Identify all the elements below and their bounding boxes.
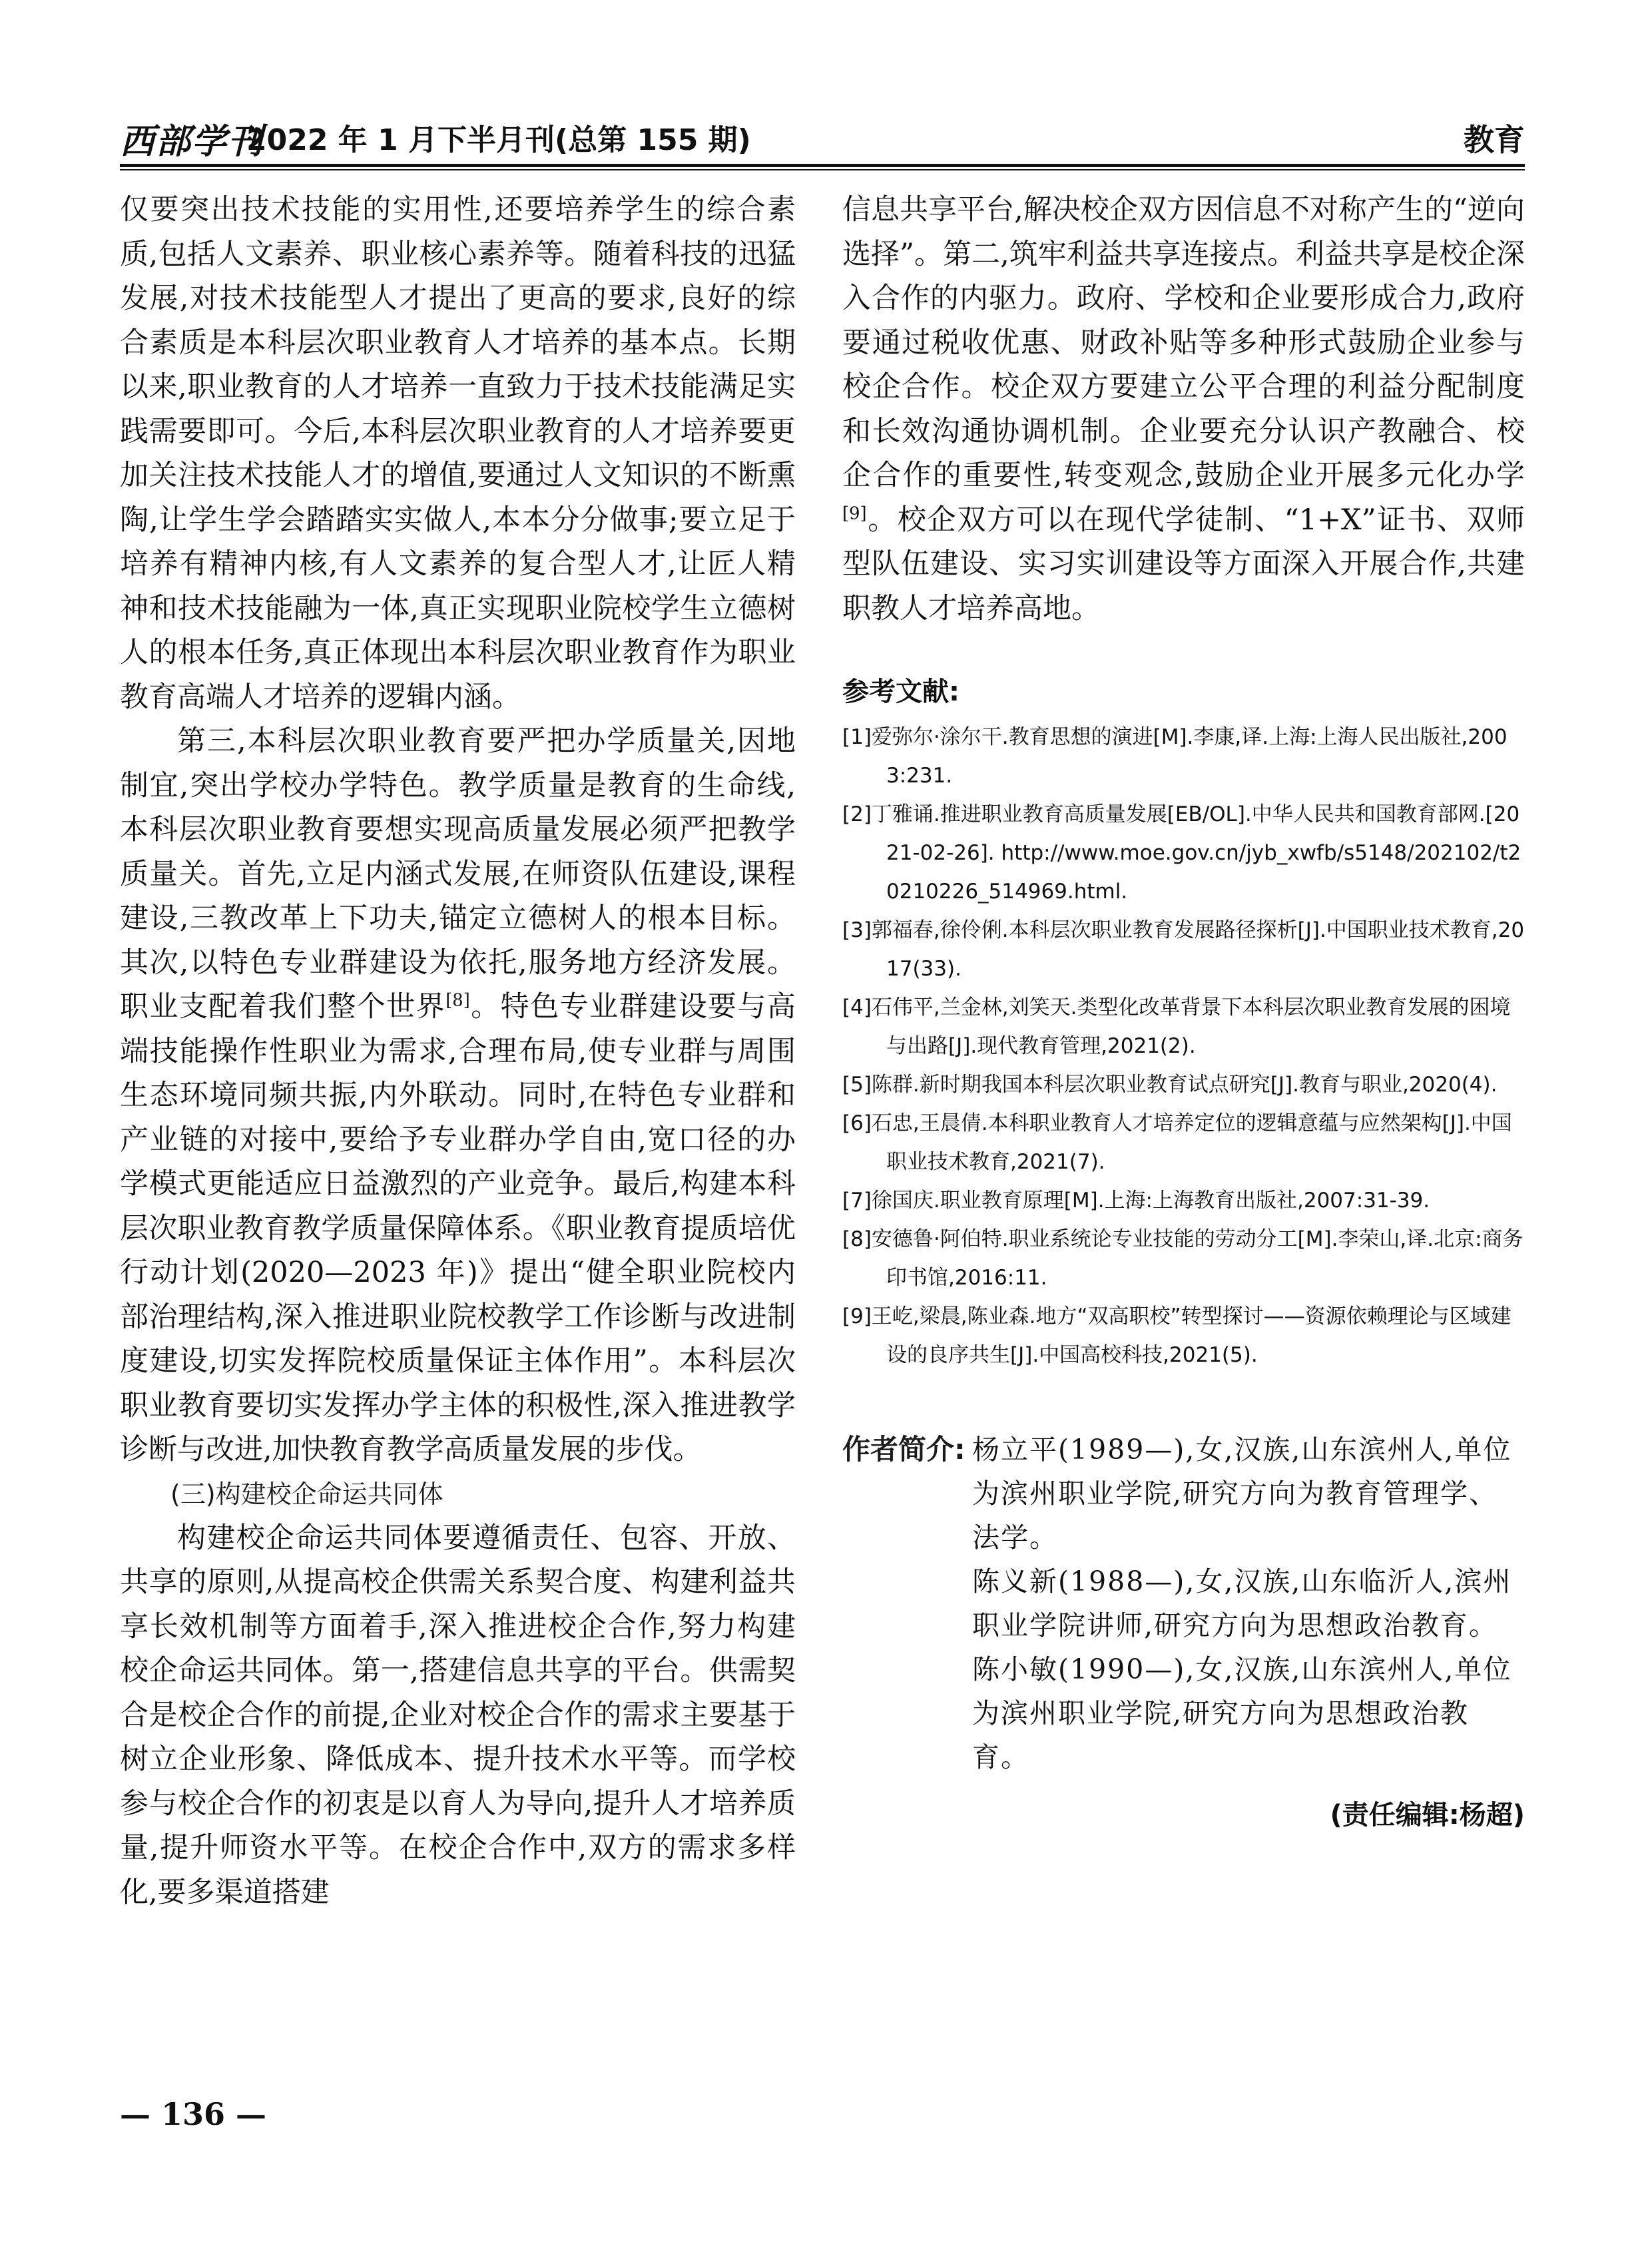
paragraph-text: 。校企双方可以在现代学徒制、“1+X”证书、双师型队伍建设、实习实训建设等方面深入开展合作,共建职教人才培养高地。 bbox=[842, 503, 1525, 625]
header-rule bbox=[120, 164, 1525, 167]
responsible-editor: (责任编辑:杨超) bbox=[1330, 1800, 1525, 1830]
paragraph bbox=[120, 719, 796, 1472]
reference-item: [5]陈群.新时期我国本科层次职业教育试点研究[J].教育与职业,2020(4). bbox=[842, 1073, 1498, 1097]
journal-logo: 西部学刊 bbox=[120, 121, 264, 162]
reference-item: [4]石伟平,兰金林,刘笑天.类型化改革背景下本科层次职业教育发展的困境与出路[J].现代教育管理,2021(2). bbox=[842, 995, 1511, 1058]
running-header bbox=[120, 112, 1525, 164]
author-entry: 陈小敏(1990—),女,汉族,山东滨州人,单位为滨州职业学院,研究方向为思想政治教育。 bbox=[972, 1653, 1512, 1773]
header-rule-thin bbox=[120, 169, 1525, 170]
page-number: — 136 — bbox=[120, 2096, 267, 2132]
references-title: 参考文献: bbox=[842, 677, 960, 707]
right-column bbox=[842, 188, 1525, 1832]
citation-mark: [9] bbox=[842, 503, 867, 524]
citation-mark: [8] bbox=[445, 990, 470, 1011]
section-label: 教育 bbox=[1464, 122, 1525, 158]
author-bio bbox=[842, 1428, 1525, 1779]
paragraph: 构建校企命运共同体要遵循责任、包容、开放、共享的原则,从提高校企供需关系契合度、构建利益共享长效机制等方面着手,深入推进校企合作,努力构建校企命运共同体。第一,搭建信息共享的平台。供需契合是校企合作的前提,企业对校企合作的需求主要基于树立企业形象、降低成本、提升技术水平等。而学校参与校企合作的初衷是以育人为导向,提升人才培养质量,提升师资水平等。在校企合作中,双方的需求多样化,要多渠道搭建 bbox=[120, 1521, 796, 1909]
reference-item: [2]丁雅诵.推进职业教育高质量发展[EB/OL].中华人民共和国教育部网.[2021-02-26]. http://www.moe.gov.cn/jyb_xwfb/s5148/202102/t20210226_514969.html. bbox=[842, 802, 1521, 904]
paragraph: 仅要突出技术技能的实用性,还要培养学生的综合素质,包括人文素养、职业核心素养等。随着科技的迅猛发展,对技术技能型人才提出了更高的要求,良好的综合素质是本科层次职业教育人才培养的基本点。长期以来,职业教育的人才培养一直致力于技术技能满足实践需要即可。今后,本科层次职业教育的人才培养要更加关注技术技能人才的增值,要通过人文知识的不断熏陶,让学生学会踏踏实实做人,本本分分做事;要立足于培养有精神内核,有人文素养的复合型人才,让匠人精神和技术技能融为一体,真正实现职业院校学生立德树人的根本任务,真正体现出本科层次职业教育作为职业教育高端人才培养的逻辑内涵。 bbox=[120, 193, 796, 714]
reference-item: [8]安德鲁·阿伯特.职业系统论专业技能的劳动分工[M].李荣山,译.北京:商务印书馆,2016:11. bbox=[842, 1227, 1523, 1290]
author-entry: 陈义新(1988—),女,汉族,山东临沂人,滨州职业学院讲师,研究方向为思想政治教育。 bbox=[972, 1565, 1512, 1641]
paragraph-text: 信息共享平台,解决校企双方因信息不对称产生的“逆向选择”。第二,筑牢利益共享连接点。利益共享是校企深入合作的内驱力。政府、学校和企业要形成合力,政府要通过税收优惠、财政补贴等多种形式鼓励企业参与校企合作。校企双方要建立公平合理的利益分配制度和长效沟通协调机制。企业要充分认识产教融合、校企合作的重要性,转变观念,鼓励企业开展多元化办学 bbox=[842, 193, 1525, 492]
issue-info: 2022 年 1 月下半月刊(总第 155 期) bbox=[246, 123, 751, 157]
reference-item: [6]石忠,王晨倩.本科职业教育人才培养定位的逻辑意蕴与应然架构[J].中国职业技术教育,2021(7). bbox=[842, 1111, 1512, 1174]
reference-item: [3]郭福春,徐伶俐.本科层次职业教育发展路径探析[J].中国职业技术教育,2017(33). bbox=[842, 918, 1525, 981]
author-bio-label: 作者简介: bbox=[842, 1433, 965, 1466]
author-entry: 杨立平(1989—),女,汉族,山东滨州人,单位为滨州职业学院,研究方向为教育管理学、法学。 bbox=[972, 1434, 1512, 1553]
paragraph-text: 。特色专业群建设要与高端技能操作性职业为需求,合理布局,使专业群与周围生态环境同频共振,内外联动。同时,在特色专业群和产业链的对接中,要给予专业群办学自由,宽口径的办学模式更能适应日益激烈的产业竞争。最后,构建本科层次职业教育教学质量保障体系。《职业教育提质培优行动计划(2020—2023 年)》提出“健全职业院校内部治理结构,深入推进职业院校教学工作诊断与改进制度建设,切实发挥院校质量保证主体作用”。本科层次职业教育要切实发挥办学主体的积极性,深入推进教学诊断与改进,加快教育教学高质量发展的步伐。 bbox=[120, 990, 796, 1466]
left-column bbox=[120, 188, 796, 1914]
reference-list bbox=[842, 718, 1525, 1374]
reference-item: [9]王屹,梁晨,陈业森.地方“双高职校”转型探讨——资源依赖理论与区域建设的良序共生[J].中国高校科技,2021(5). bbox=[842, 1304, 1512, 1367]
paragraph-text: 第三,本科层次职业教育要严把办学质量关,因地制宜,突出学校办学特色。教学质量是教育的生命线,本科层次职业教育要想实现高质量发展必须严把教学质量关。首先,立足内涵式发展,在师资队伍建设,课程建设,三教改革上下功夫,锚定立德树人的根本目标。其次,以特色专业群建设为依托,服务地方经济发展。职业支配着我们整个世界 bbox=[120, 724, 796, 1023]
section-subheading: (三)构建校企命运共同体 bbox=[170, 1479, 443, 1509]
reference-item: [7]徐国庆.职业教育原理[M].上海:上海教育出版社,2007:31-39. bbox=[842, 1189, 1430, 1213]
reference-item: [1]爱弥尔·涂尔干.教育思想的演进[M].李康,译.上海:上海人民出版社,2003:231. bbox=[842, 725, 1508, 788]
paragraph bbox=[842, 188, 1525, 631]
